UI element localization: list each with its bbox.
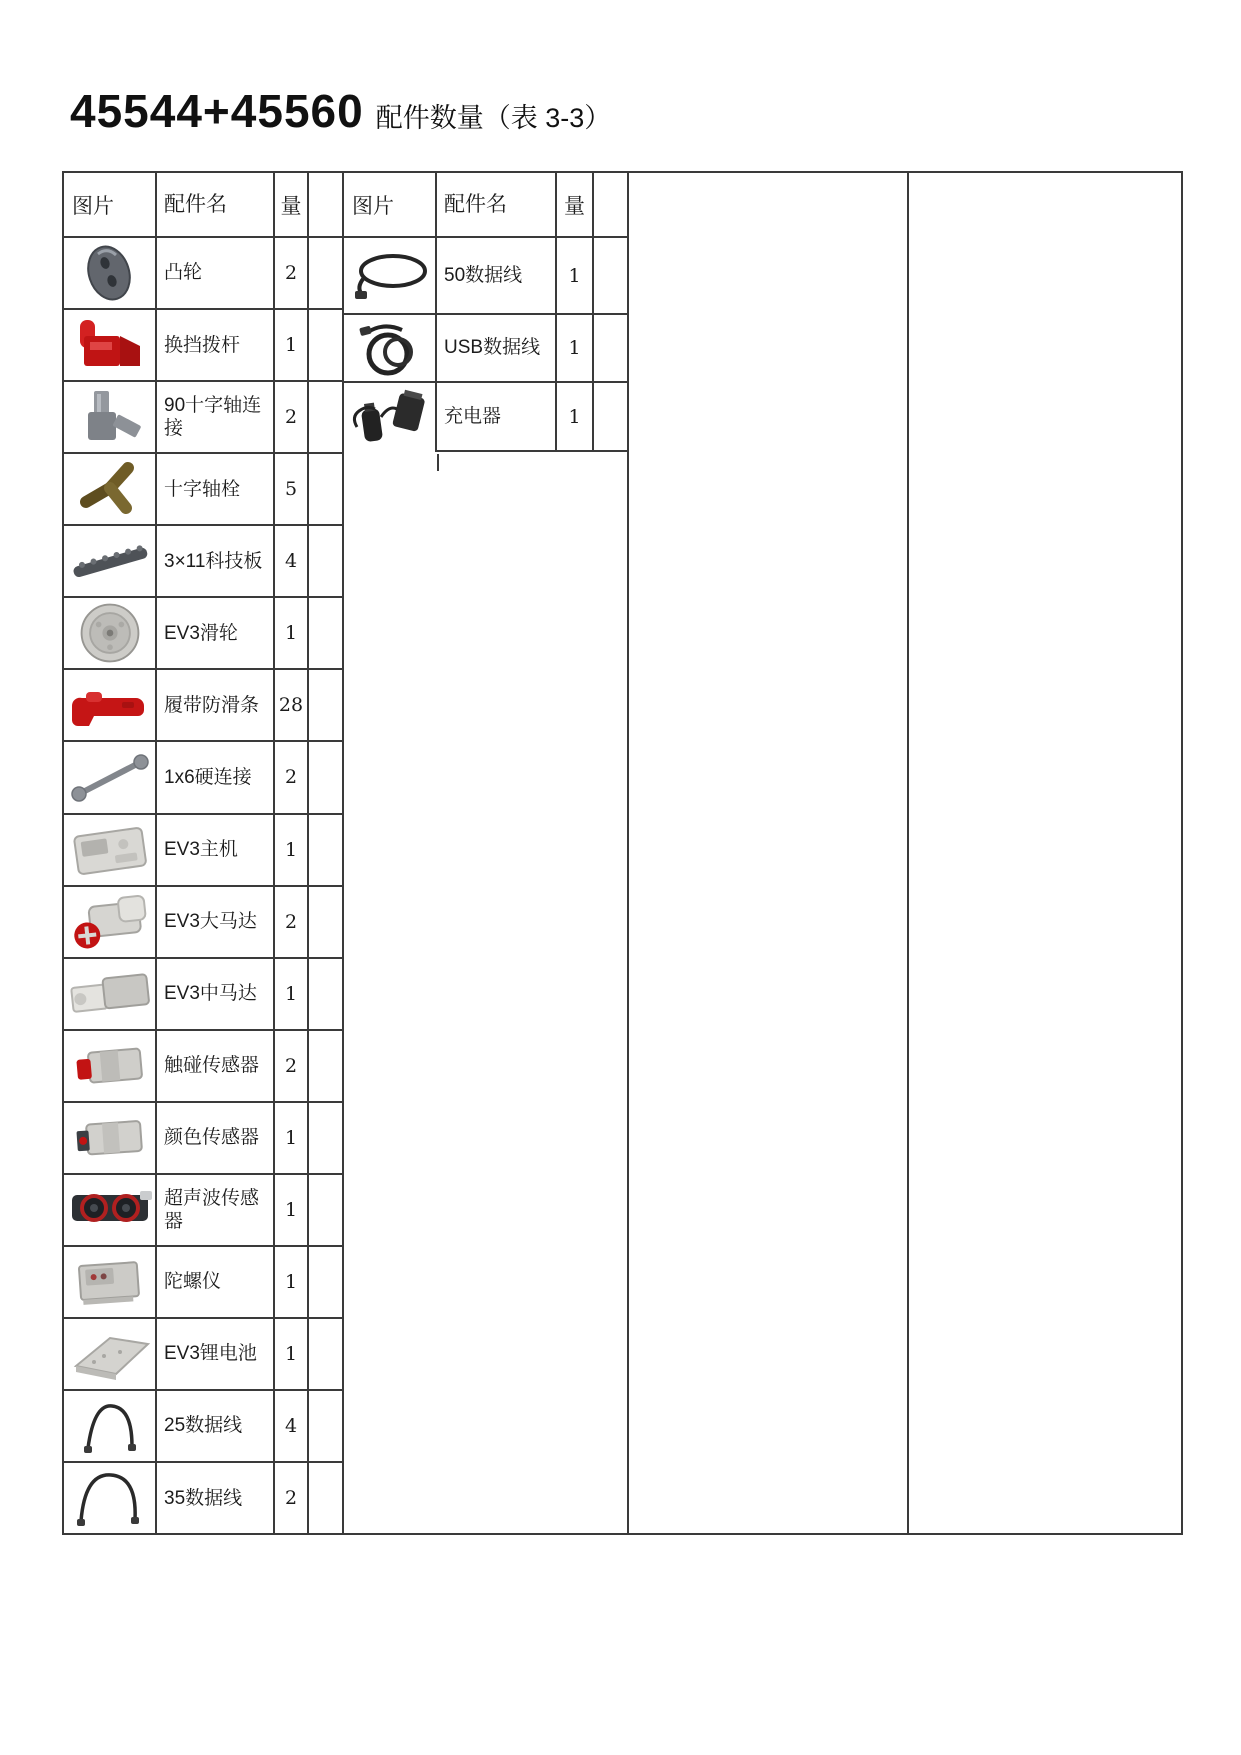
part-quantity: 4 bbox=[275, 526, 309, 596]
part-image bbox=[64, 815, 157, 885]
table-row bbox=[64, 1103, 342, 1175]
pulley-icon bbox=[74, 601, 146, 665]
table-row bbox=[64, 959, 342, 1031]
part-name: 凸轮 bbox=[157, 238, 275, 308]
header-name-label: 配件名 bbox=[157, 173, 275, 236]
spacer-cell bbox=[594, 238, 627, 313]
header-image-label: 图片 bbox=[64, 173, 157, 236]
part-quantity: 1 bbox=[275, 310, 309, 380]
axle-connector-90-icon bbox=[70, 387, 150, 447]
table-row bbox=[64, 526, 342, 598]
table-row bbox=[64, 815, 342, 887]
part-name: 3×11科技板 bbox=[157, 526, 275, 596]
cross-axle-pin-icon bbox=[70, 458, 150, 520]
part-image bbox=[64, 382, 157, 452]
spacer-cell bbox=[594, 315, 627, 381]
page-title bbox=[70, 84, 611, 138]
part-quantity: 1 bbox=[275, 1319, 309, 1389]
medium-motor-icon bbox=[64, 966, 156, 1022]
part-name: 换挡拨杆 bbox=[157, 310, 275, 380]
part-image bbox=[64, 670, 157, 740]
part-name: EV3主机 bbox=[157, 815, 275, 885]
part-image bbox=[64, 238, 157, 308]
part-quantity: 1 bbox=[557, 315, 594, 381]
header-name-label: 配件名 bbox=[437, 173, 557, 236]
part-name: 1x6硬连接 bbox=[157, 742, 275, 812]
ev3-brick-icon bbox=[66, 820, 154, 880]
title-suffix: 配件数量（表 3-3） bbox=[375, 103, 612, 133]
part-quantity: 2 bbox=[275, 742, 309, 812]
part-quantity: 1 bbox=[557, 238, 594, 313]
parts-table-right bbox=[344, 173, 627, 452]
part-image bbox=[64, 959, 157, 1029]
part-image bbox=[344, 238, 437, 313]
part-image bbox=[64, 887, 157, 957]
spacer-cell bbox=[309, 742, 342, 812]
table-outer-box bbox=[62, 171, 1183, 1535]
cam-icon bbox=[79, 243, 141, 303]
table-row bbox=[64, 598, 342, 670]
spacer-cell bbox=[594, 383, 627, 452]
part-name: 35数据线 bbox=[157, 1463, 275, 1533]
part-name: 50数据线 bbox=[437, 238, 557, 313]
scan-line-artifact bbox=[437, 454, 439, 471]
hard-link-1x6-icon bbox=[65, 749, 155, 805]
spacer-cell bbox=[309, 670, 342, 740]
part-name: 超声波传感器 bbox=[157, 1175, 275, 1245]
table-row bbox=[64, 1175, 342, 1247]
part-quantity: 1 bbox=[275, 959, 309, 1029]
track-grip-icon bbox=[66, 676, 154, 734]
part-image bbox=[64, 1391, 157, 1461]
ultrasonic-sensor-icon bbox=[64, 1185, 156, 1235]
usb-cable-icon bbox=[350, 316, 430, 380]
spacer-cell bbox=[309, 382, 342, 452]
part-image bbox=[64, 310, 157, 380]
spacer-cell bbox=[309, 598, 342, 668]
spacer-cell bbox=[309, 1247, 342, 1317]
part-name: 颜色传感器 bbox=[157, 1103, 275, 1173]
table-row bbox=[64, 670, 342, 742]
spacer-cell bbox=[309, 815, 342, 885]
part-name: 履带防滑条 bbox=[157, 670, 275, 740]
part-quantity: 5 bbox=[275, 454, 309, 524]
part-quantity: 1 bbox=[557, 383, 594, 452]
spacer-cell bbox=[309, 1175, 342, 1245]
part-image bbox=[344, 315, 437, 381]
part-image bbox=[64, 1175, 157, 1245]
spacer-cell bbox=[309, 310, 342, 380]
table-header-row bbox=[64, 173, 342, 238]
table-row bbox=[64, 382, 342, 454]
cable-25-icon bbox=[74, 1396, 146, 1456]
table-row bbox=[344, 238, 627, 315]
cable-35-icon bbox=[71, 1467, 149, 1529]
part-quantity: 4 bbox=[275, 1391, 309, 1461]
spacer-cell bbox=[594, 173, 627, 236]
table-row bbox=[64, 1319, 342, 1391]
header-qty-label: 量 bbox=[275, 173, 309, 236]
part-image bbox=[64, 1103, 157, 1173]
part-name: EV3大马达 bbox=[157, 887, 275, 957]
spacer-cell bbox=[309, 454, 342, 524]
table-row bbox=[344, 383, 627, 452]
large-motor-icon bbox=[64, 891, 156, 953]
battery-icon bbox=[64, 1324, 156, 1384]
part-quantity: 2 bbox=[275, 1031, 309, 1101]
part-quantity: 1 bbox=[275, 1175, 309, 1245]
part-quantity: 2 bbox=[275, 887, 309, 957]
part-image bbox=[64, 742, 157, 812]
table-row bbox=[64, 742, 342, 814]
column-divider bbox=[907, 173, 909, 1533]
table-row bbox=[64, 1247, 342, 1319]
spacer-cell bbox=[309, 1391, 342, 1461]
spacer-cell bbox=[309, 1103, 342, 1173]
spacer-cell bbox=[309, 173, 342, 236]
part-name: 90十字轴连接 bbox=[157, 382, 275, 452]
spacer-cell bbox=[309, 1463, 342, 1533]
part-image bbox=[64, 1247, 157, 1317]
part-quantity: 28 bbox=[275, 670, 309, 740]
part-image bbox=[64, 526, 157, 596]
part-name: 触碰传感器 bbox=[157, 1031, 275, 1101]
cable-50-icon bbox=[347, 249, 433, 303]
parts-table-left bbox=[64, 173, 344, 1533]
part-quantity: 2 bbox=[275, 238, 309, 308]
part-quantity: 1 bbox=[275, 598, 309, 668]
part-image bbox=[344, 383, 437, 452]
spacer-cell bbox=[309, 1031, 342, 1101]
part-image bbox=[64, 454, 157, 524]
table-row bbox=[64, 887, 342, 959]
part-quantity: 1 bbox=[275, 1247, 309, 1317]
part-quantity: 2 bbox=[275, 1463, 309, 1533]
part-name: 十字轴栓 bbox=[157, 454, 275, 524]
column-divider bbox=[627, 173, 629, 1533]
part-image bbox=[64, 1031, 157, 1101]
title-set-numbers: 45544+45560 bbox=[70, 85, 364, 137]
table-row bbox=[64, 1391, 342, 1463]
header-image-label: 图片 bbox=[344, 173, 437, 236]
part-image bbox=[64, 598, 157, 668]
spacer-cell bbox=[309, 1319, 342, 1389]
color-sensor-icon bbox=[67, 1109, 153, 1167]
tech-panel-3x11-icon bbox=[66, 533, 154, 589]
part-name: EV3滑轮 bbox=[157, 598, 275, 668]
charger-icon bbox=[347, 387, 433, 449]
part-image bbox=[64, 1463, 157, 1533]
table-row bbox=[64, 238, 342, 310]
part-name: EV3锂电池 bbox=[157, 1319, 275, 1389]
table-row bbox=[344, 315, 627, 383]
gear-shift-lever-icon bbox=[68, 314, 152, 376]
part-name: 充电器 bbox=[437, 383, 557, 452]
table-row bbox=[64, 1463, 342, 1533]
part-image bbox=[64, 1319, 157, 1389]
table-row bbox=[64, 310, 342, 382]
table-row bbox=[64, 1031, 342, 1103]
spacer-cell bbox=[309, 238, 342, 308]
table-row bbox=[64, 454, 342, 526]
part-name: EV3中马达 bbox=[157, 959, 275, 1029]
spacer-cell bbox=[309, 959, 342, 1029]
spacer-cell bbox=[309, 887, 342, 957]
spacer-cell bbox=[309, 526, 342, 596]
gyro-sensor-icon bbox=[68, 1252, 152, 1312]
part-name: USB数据线 bbox=[437, 315, 557, 381]
part-quantity: 1 bbox=[275, 815, 309, 885]
header-qty-label: 量 bbox=[557, 173, 594, 236]
touch-sensor-icon bbox=[67, 1037, 153, 1095]
part-quantity: 2 bbox=[275, 382, 309, 452]
part-name: 25数据线 bbox=[157, 1391, 275, 1461]
table-header-row bbox=[344, 173, 627, 238]
part-quantity: 1 bbox=[275, 1103, 309, 1173]
part-name: 陀螺仪 bbox=[157, 1247, 275, 1317]
